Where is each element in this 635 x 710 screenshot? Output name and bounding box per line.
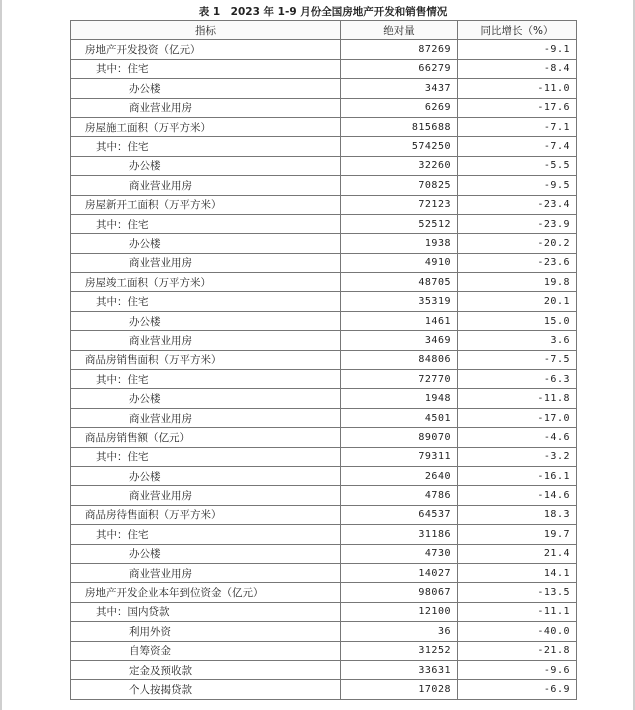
row-growth: -23.4 [458, 195, 577, 214]
row-label: 其中：住宅 [71, 525, 341, 544]
row-growth: -6.9 [458, 680, 577, 699]
row-growth: -8.4 [458, 59, 577, 78]
row-value: 1938 [341, 234, 458, 253]
row-growth: -23.9 [458, 214, 577, 233]
row-label: 办公楼 [71, 234, 341, 253]
row-value: 31186 [341, 525, 458, 544]
table-row [71, 466, 577, 485]
row-growth: -9.5 [458, 176, 577, 195]
row-value: 4501 [341, 408, 458, 427]
row-value: 70825 [341, 176, 458, 195]
table-row [71, 641, 577, 660]
row-growth: -5.5 [458, 156, 577, 175]
table-row [71, 253, 577, 272]
row-label: 商业营业用房 [71, 408, 341, 427]
row-value: 52512 [341, 214, 458, 233]
row-label: 商业营业用房 [71, 563, 341, 582]
row-label: 房地产开发投资（亿元） [71, 40, 341, 59]
row-growth: -13.5 [458, 583, 577, 602]
row-value: 17028 [341, 680, 458, 699]
row-value: 4786 [341, 486, 458, 505]
row-label: 房地产开发企业本年到位资金（亿元） [71, 583, 341, 602]
row-growth: 18.3 [458, 505, 577, 524]
table-row [71, 389, 577, 408]
table-row [71, 311, 577, 330]
row-label: 办公楼 [71, 311, 341, 330]
row-label: 其中：住宅 [71, 137, 341, 156]
row-label: 其中：住宅 [71, 214, 341, 233]
row-growth: -6.3 [458, 370, 577, 389]
row-value: 1948 [341, 389, 458, 408]
row-growth: 15.0 [458, 311, 577, 330]
row-value: 32260 [341, 156, 458, 175]
row-growth: 20.1 [458, 292, 577, 311]
row-growth: -7.5 [458, 350, 577, 369]
row-label: 商品房销售额（亿元） [71, 428, 341, 447]
row-value: 72123 [341, 195, 458, 214]
row-label: 其中：国内贷款 [71, 602, 341, 621]
table-row [71, 680, 577, 699]
table-row [71, 622, 577, 641]
table-title: 表 1 2023 年 1-9 月份全国房地产开发和销售情况 [198, 6, 448, 18]
row-label: 商业营业用房 [71, 331, 341, 350]
row-label: 商品房待售面积（万平方米） [71, 505, 341, 524]
row-value: 2640 [341, 466, 458, 485]
row-growth: -23.6 [458, 253, 577, 272]
window-edge-left [0, 0, 2, 710]
table-row [71, 370, 577, 389]
row-value: 72770 [341, 370, 458, 389]
row-label: 办公楼 [71, 156, 341, 175]
row-growth: -40.0 [458, 622, 577, 641]
row-value: 1461 [341, 311, 458, 330]
table-row [71, 98, 577, 117]
row-value: 3469 [341, 331, 458, 350]
header-absolute: 绝对量 [341, 21, 458, 40]
row-value: 3437 [341, 79, 458, 98]
table-row [71, 137, 577, 156]
row-value: 574250 [341, 137, 458, 156]
row-value: 89070 [341, 428, 458, 447]
row-label: 自筹资金 [71, 641, 341, 660]
row-value: 64537 [341, 505, 458, 524]
table-row [71, 428, 577, 447]
row-value: 4910 [341, 253, 458, 272]
row-label: 办公楼 [71, 544, 341, 563]
table-body [71, 40, 577, 699]
row-label: 其中：住宅 [71, 370, 341, 389]
row-growth: -9.6 [458, 660, 577, 679]
row-growth: -9.1 [458, 40, 577, 59]
header-row [71, 21, 577, 40]
row-label: 办公楼 [71, 79, 341, 98]
row-label: 房屋施工面积（万平方米） [71, 117, 341, 136]
row-growth: -7.1 [458, 117, 577, 136]
row-growth: -11.1 [458, 602, 577, 621]
table-row [71, 447, 577, 466]
row-value: 48705 [341, 273, 458, 292]
row-value: 815688 [341, 117, 458, 136]
row-growth: -21.8 [458, 641, 577, 660]
row-value: 31252 [341, 641, 458, 660]
row-label: 商业营业用房 [71, 98, 341, 117]
row-value: 12100 [341, 602, 458, 621]
table-row [71, 59, 577, 78]
table-row [71, 117, 577, 136]
row-growth: 19.7 [458, 525, 577, 544]
row-growth: -11.8 [458, 389, 577, 408]
table-row [71, 350, 577, 369]
row-value: 33631 [341, 660, 458, 679]
row-value: 98067 [341, 583, 458, 602]
table-row [71, 583, 577, 602]
data-table [70, 20, 577, 700]
row-growth: -17.0 [458, 408, 577, 427]
table-row [71, 563, 577, 582]
row-value: 84806 [341, 350, 458, 369]
table-row [71, 195, 577, 214]
row-label: 房屋新开工面积（万平方米） [71, 195, 341, 214]
table-row [71, 214, 577, 233]
table-row [71, 176, 577, 195]
table-row [71, 544, 577, 563]
table-row [71, 525, 577, 544]
row-growth: -4.6 [458, 428, 577, 447]
table-row [71, 331, 577, 350]
row-value: 14027 [341, 563, 458, 582]
header-indicator: 指标 [71, 21, 341, 40]
table-row [71, 660, 577, 679]
table-row [71, 408, 577, 427]
row-growth: -20.2 [458, 234, 577, 253]
table-row [71, 486, 577, 505]
row-value: 36 [341, 622, 458, 641]
row-label: 定金及预收款 [71, 660, 341, 679]
row-label: 办公楼 [71, 389, 341, 408]
row-label: 房屋竣工面积（万平方米） [71, 273, 341, 292]
table-row [71, 602, 577, 621]
table-row [71, 505, 577, 524]
row-label: 其中：住宅 [71, 292, 341, 311]
row-growth: -11.0 [458, 79, 577, 98]
header-growth: 同比增长（%） [458, 21, 577, 40]
row-label: 商业营业用房 [71, 176, 341, 195]
row-value: 79311 [341, 447, 458, 466]
row-growth: -17.6 [458, 98, 577, 117]
row-growth: -3.2 [458, 447, 577, 466]
table-row [71, 292, 577, 311]
row-label: 商品房销售面积（万平方米） [71, 350, 341, 369]
row-label: 商业营业用房 [71, 253, 341, 272]
row-growth: -7.4 [458, 137, 577, 156]
row-label: 其中：住宅 [71, 447, 341, 466]
row-label: 其中：住宅 [71, 59, 341, 78]
row-label: 办公楼 [71, 466, 341, 485]
row-label: 商业营业用房 [71, 486, 341, 505]
row-growth: 3.6 [458, 331, 577, 350]
row-growth: -14.6 [458, 486, 577, 505]
row-value: 6269 [341, 98, 458, 117]
row-value: 4730 [341, 544, 458, 563]
row-label: 利用外资 [71, 622, 341, 641]
row-growth: 14.1 [458, 563, 577, 582]
table-row [71, 40, 577, 59]
table-row [71, 273, 577, 292]
table-row [71, 79, 577, 98]
row-label: 个人按揭贷款 [71, 680, 341, 699]
row-growth: 21.4 [458, 544, 577, 563]
table-row [71, 156, 577, 175]
row-value: 66279 [341, 59, 458, 78]
row-growth: -16.1 [458, 466, 577, 485]
table-row [71, 234, 577, 253]
row-value: 87269 [341, 40, 458, 59]
row-value: 35319 [341, 292, 458, 311]
row-growth: 19.8 [458, 273, 577, 292]
